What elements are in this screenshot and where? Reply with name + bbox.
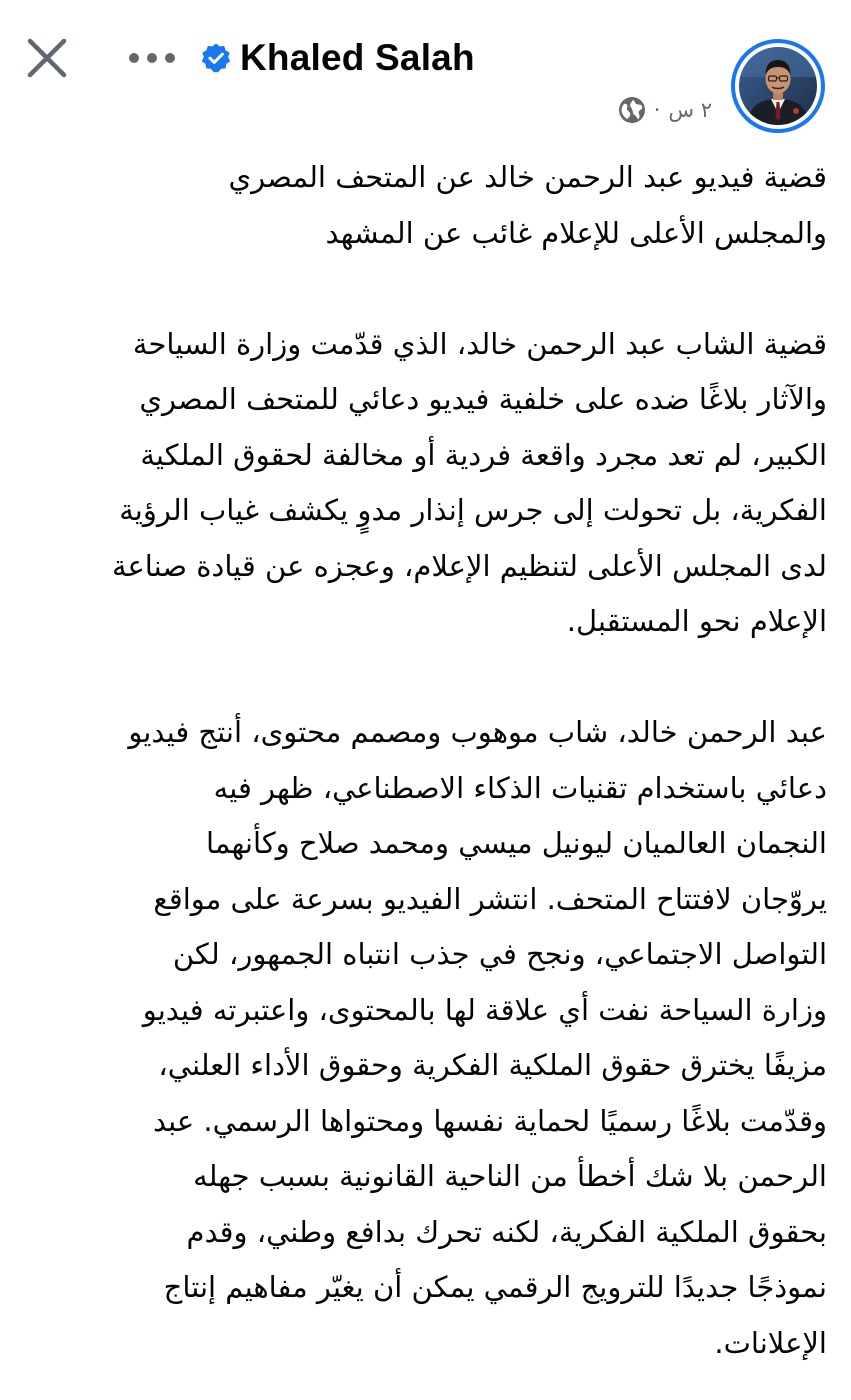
author-name[interactable]: Khaled Salah	[240, 37, 475, 78]
post-line: وزارة السياحة نفت أي علاقة لها بالمحتوى، واعتبرته فيديو	[142, 992, 827, 1027]
post-line: والمجلس الأعلى للإعلام غائب عن المشهد	[325, 215, 827, 250]
post-line: مزيفًا يخترق حقوق الملكية الفكرية وحقوق الأداء العلني،	[158, 1048, 827, 1082]
post-line: دعائي باستخدام تقنيات الذكاء الاصطناعي، ظهر فيه	[213, 770, 827, 805]
post-line: يروّجان لافتتاح المتحف. انتشر الفيديو بسرعة على مواقع	[153, 881, 827, 916]
post-line: عبد الرحمن خالد، شاب موهوب ومصمم محتوى، أنتج فيديو	[128, 715, 827, 749]
post-line: وقدّمت بلاغًا رسميًا لحماية نفسها ومحتواها الرسمي. عبد	[152, 1103, 827, 1138]
globe-icon	[616, 95, 646, 125]
post-line: النجمان العالميان ليونيل ميسي ومحمد صلاح وكأنهما	[205, 826, 827, 860]
post-paragraph	[30, 317, 827, 650]
post-paragraph	[30, 705, 827, 1371]
post-body	[30, 150, 827, 1371]
post-line: قضية الشاب عبد الرحمن خالد، الذي قدّمت وزارة السياحة	[132, 326, 827, 361]
post-paragraph	[30, 150, 827, 261]
post-timestamp[interactable]: ٢ س	[668, 98, 712, 122]
post-meta	[608, 92, 712, 128]
post-line: لدى المجلس الأعلى لتنظيم الإعلام، وعجزه عن قيادة صناعة	[111, 548, 827, 583]
avatar-photo	[739, 47, 817, 125]
post-line: الكبير، لم تعد مجرد واقعة فردية أو مخالفة لحقوق الملكية	[140, 437, 827, 472]
post-line: الرحمن بلا شك أخطأ من الناحية القانونية بسبب جهله	[193, 1159, 827, 1193]
post-line: الإعلانات.	[714, 1325, 827, 1360]
post-line: الفكرية، بل تحولت إلى جرس إنذار مدوٍ يكشف غياب الرؤية	[119, 493, 827, 527]
post-line: والآثار بلاغًا ضده على خلفية فيديو دعائي للمتحف المصري	[139, 382, 827, 416]
post-line: نموذجًا جديدًا للترويج الرقمي يمكن أن يغيّر مفاهيم إنتاج	[163, 1270, 827, 1304]
post-line: التواصل الاجتماعي، ونجح في جذب انتباه الجمهور، لكن	[172, 937, 827, 971]
more-options-button[interactable]	[124, 40, 180, 76]
close-icon	[26, 37, 68, 79]
post-line: قضية فيديو عبد الرحمن خالد عن المتحف المصري	[228, 160, 827, 194]
close-button[interactable]	[24, 35, 70, 81]
author-row	[200, 34, 475, 82]
post-header	[0, 0, 851, 140]
author-avatar[interactable]	[731, 39, 825, 133]
verified-badge-icon	[200, 42, 232, 74]
meta-separator: ·	[653, 98, 661, 122]
post-line: الإعلام نحو المستقبل.	[566, 604, 827, 638]
post-line: بحقوق الملكية الفكرية، لكنه تحرك بدافع وطني، وقدم	[186, 1214, 827, 1249]
more-dots-icon	[127, 51, 177, 65]
